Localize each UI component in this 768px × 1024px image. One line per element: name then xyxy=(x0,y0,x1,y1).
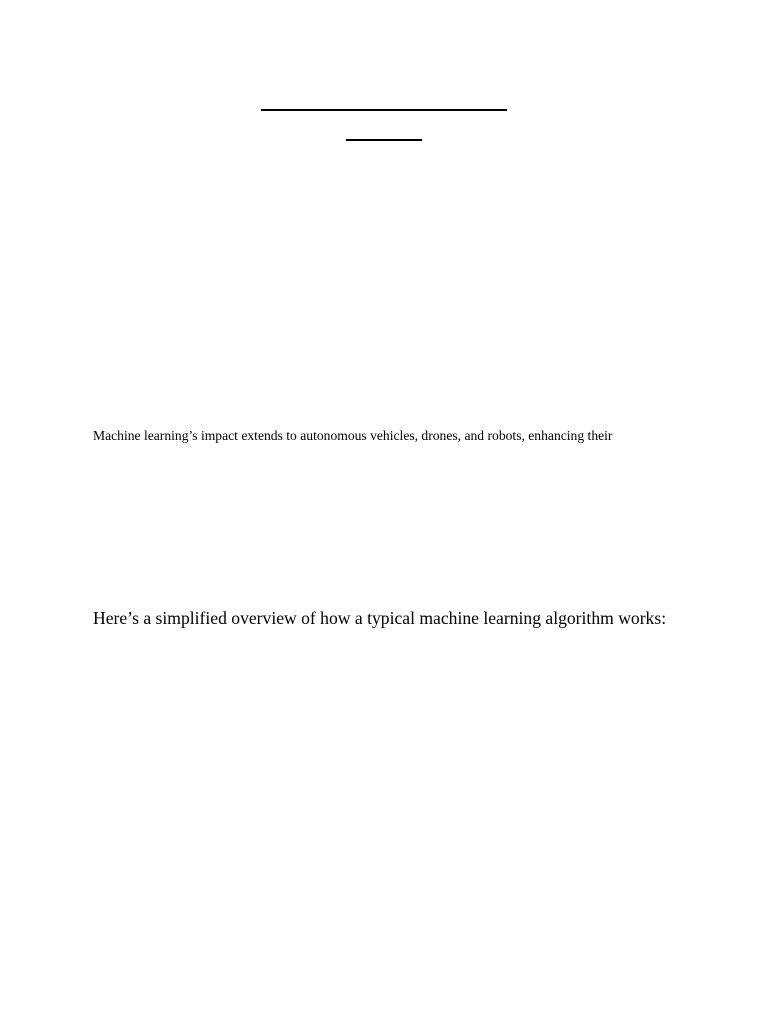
body-paragraph-algorithm-overview: Here’s a simplified overview of how a typical machine learning algorithm works: xyxy=(93,608,667,628)
subtitle-underline xyxy=(346,139,422,141)
body-paragraph-autonomous-systems: Machine learning’s impact extends to autonomous vehicles, drones, and robots, enhancing their xyxy=(93,428,613,443)
title-underline xyxy=(261,109,507,111)
